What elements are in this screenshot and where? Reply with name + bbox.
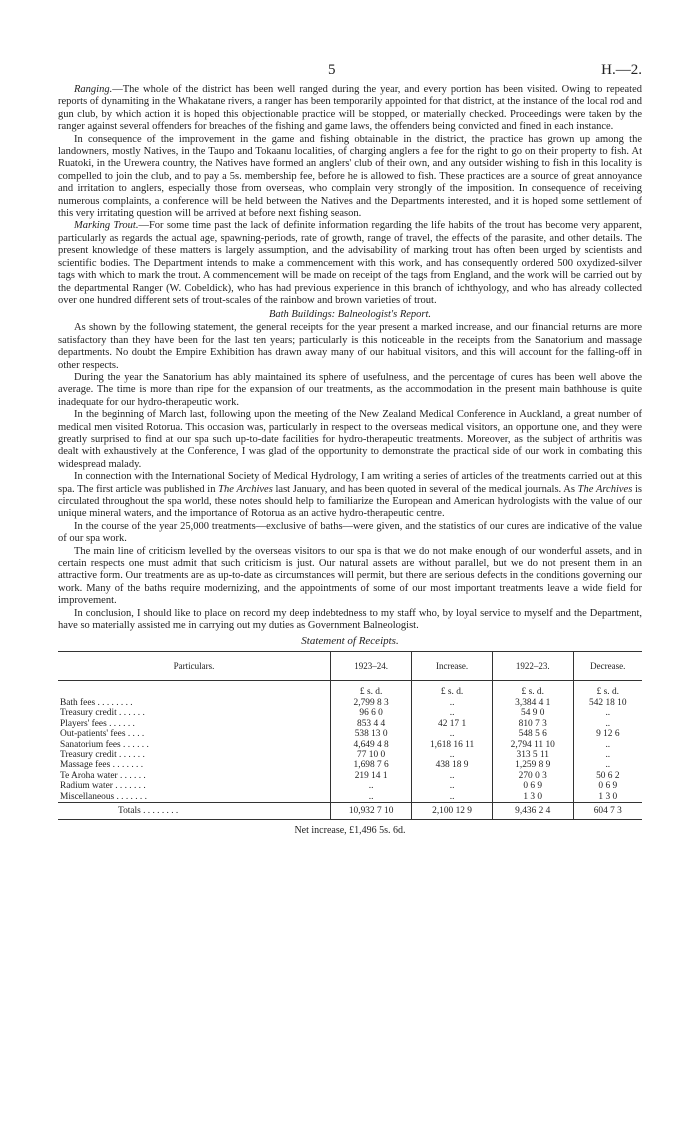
cell-increase: .. xyxy=(412,729,493,739)
cell-1923-24: 4,649 4 8 xyxy=(331,740,412,750)
cell-1922-23: 313 5 11 xyxy=(492,750,573,760)
cell-increase: 1,618 16 11 xyxy=(412,740,493,750)
bath-paragraph-5: In the course of the year 25,000 treatments—exclusive of baths—were given, and the statistics of our cures are indicative of the value of our spa work. xyxy=(58,520,642,545)
table-row xyxy=(58,750,642,760)
cell-increase: .. xyxy=(412,792,493,803)
cell-1923-24: .. xyxy=(331,781,412,791)
cell-increase: 438 18 9 xyxy=(412,760,493,770)
document-page xyxy=(58,62,642,836)
cell-1922-23: 810 7 3 xyxy=(492,719,573,729)
net-increase-note: Net increase, £1,496 5s. 6d. xyxy=(294,825,406,837)
table-row xyxy=(58,781,642,791)
cell-decrease: .. xyxy=(573,708,642,718)
bath-p4-text-a: In connection with the International Society of Medical Hydrology, I am writing a series of articles of the treatments carried out at this spa. The first article was published in xyxy=(58,471,642,495)
unit-label: £ s. d. xyxy=(412,681,493,698)
bath-paragraph-2: During the year the Sanatorium has ably maintained its sphere of usefulness, and the percentage of cures has been well above the average. The time is more than ripe for the expansion of our treatments, as the accommodation in the present main bathhouse is quite inadequate for our hydro-therapeutic work. xyxy=(58,371,642,408)
journal-title: The Archives xyxy=(577,483,633,495)
table-header-row xyxy=(58,652,642,681)
totals-row xyxy=(58,802,642,819)
bath-buildings-heading: Bath Buildings: Balneologist's Report. xyxy=(268,309,432,321)
marking-text: —For some time past the lack of definite information regarding the life habits of the trout has become very apparent, particularly as regards the actual age, spawning-periods, rate of growth, range of travel, the effects of the parasite, and other details. The present knowledge of these matters is largely assumption, and the advisability of marking trout has often been urged by scientists and scientific bodies. The Department intends to make a commencement with this work, and has consequently ordered 500 oxydized-silver tags with which to mark the trout. A commencement will be made on receipt of the tags from England, and the work will be carried out by the departmental Ranger (W. Cobeldick), who has had previous experience in this branch of ichthyology, and who has already collected over one hundred different sets of trout-scales of the rainbow and brown varieties of trout. xyxy=(58,220,642,306)
cell-increase: .. xyxy=(412,750,493,760)
cell-increase: .. xyxy=(412,771,493,781)
col-particulars: Particulars. xyxy=(58,652,331,681)
ranging-text-1: —The whole of the district has been well ranged during the year, and every portion has been visited. Owing to repeated reports of dynamiting in the Whakatane rivers, a ranger has been temporarily appointed for that district, at the instance of the local rod and gun club, by which action it is hoped this objectionable practice will be stopped, or materially checked. Proceedings were taken by the ranger against several offenders for breaches of the fishing and game laws, the offenders being convicted and fined in each instance. xyxy=(58,84,642,133)
cell-1923-24: 538 13 0 xyxy=(331,729,412,739)
cell-increase: .. xyxy=(412,781,493,791)
cell-decrease: .. xyxy=(573,750,642,760)
cell-decrease: 1 3 0 xyxy=(573,792,642,803)
cell-1923-24: 219 14 1 xyxy=(331,771,412,781)
col-decrease: Decrease. xyxy=(573,652,642,681)
row-label: Massage fees . . . . . . . xyxy=(60,760,144,771)
cell-1922-23: 1,259 8 9 xyxy=(492,760,573,770)
col-1923-24: 1923–24. xyxy=(331,652,412,681)
unit-label: £ s. d. xyxy=(331,681,412,698)
row-label: Te Aroha water . . . . . . xyxy=(60,770,146,781)
cell-decrease: 50 6 2 xyxy=(573,771,642,781)
cell-1922-23: 54 9 0 xyxy=(492,708,573,718)
bath-paragraph-6: The main line of criticism levelled by the overseas visitors to our spa is that we do not make enough of our wonderful assets, and in certain respects one must admit that such criticism is just. Our natural assets are without parallel, but we do not present them in an attractive form. Our treatments are as up-to-date as circumstances will permit, but there are serious defects in the conditions governing our work. Many of the baths require modernizing, and the appointments of some of our most important treatments leave a wide field for improvement. xyxy=(58,545,642,607)
ranging-paragraph-1 xyxy=(58,84,642,134)
bath-p4-text-b: last January, and has been quoted in several of the medical journals. As xyxy=(272,483,578,495)
total-decrease: 604 7 3 xyxy=(573,802,642,819)
cell-1922-23: 1 3 0 xyxy=(492,792,573,803)
cell-decrease: .. xyxy=(573,740,642,750)
ranging-title: Ranging. xyxy=(74,84,113,95)
document-reference: H.—2. xyxy=(601,62,642,78)
bath-paragraph-4 xyxy=(58,471,642,521)
total-increase: 2,100 12 9 xyxy=(412,802,493,819)
page-header xyxy=(58,62,642,84)
cell-decrease: .. xyxy=(573,719,642,729)
cell-1922-23: 3,384 4 1 xyxy=(492,698,573,708)
journal-title: The Archives xyxy=(218,483,273,495)
cell-1923-24: 1,698 7 6 xyxy=(331,760,412,770)
bath-paragraph-3: In the beginning of March last, following upon the meeting of the New Zealand Medical Conference in Auckland, a great number of medical men visited Rotorua. This occasion was, particularly in respect to the overseas medical visitors, an opportune one, and they were greatly surprised to find at our spa such up-to-date facilities for hydro-therapeutic treatments. Moreover, as the subject of arthritis was dealt with exhaustively at the Conference, I was glad of the opportunity to demonstrate the practical side of our work in combating this widespread malady. xyxy=(58,409,642,470)
cell-decrease: 542 18 10 xyxy=(573,698,642,708)
cell-decrease: 0 6 9 xyxy=(573,781,642,791)
cell-1923-24: .. xyxy=(331,792,412,803)
bath-paragraph-7: In conclusion, I should like to place on record my deep indebtedness to my staff who, by loyal service to myself and the Department, have so materially assisted me in carrying out my duties as Government Balneologist. xyxy=(58,607,642,632)
cell-1923-24: 853 4 4 xyxy=(331,719,412,729)
row-label: Bath fees . . . . . . . . xyxy=(60,697,133,708)
cell-increase: .. xyxy=(412,698,493,708)
totals-label: Totals . . . . . . . . xyxy=(58,802,331,819)
cell-1923-24: 96 6 0 xyxy=(331,708,412,718)
row-label: Miscellaneous . . . . . . . xyxy=(60,791,147,802)
table-row xyxy=(58,771,642,781)
cell-1922-23: 270 0 3 xyxy=(492,771,573,781)
total-1923-24: 10,932 7 10 xyxy=(331,802,412,819)
row-label: Out-patients' fees . . . . xyxy=(60,729,145,740)
units-row xyxy=(58,681,642,698)
table-row xyxy=(58,698,642,708)
cell-increase: .. xyxy=(412,708,493,718)
unit-label: £ s. d. xyxy=(492,681,573,698)
marking-title: Marking Trout. xyxy=(74,220,139,232)
cell-increase: 42 17 1 xyxy=(412,719,493,729)
row-label: Treasury credit . . . . . . xyxy=(60,708,145,719)
table-row xyxy=(58,760,642,770)
receipts-table-title: Statement of Receipts. xyxy=(301,635,399,648)
cell-1922-23: 0 6 9 xyxy=(492,781,573,791)
cell-1923-24: 2,799 8 3 xyxy=(331,698,412,708)
total-1922-23: 9,436 2 4 xyxy=(492,802,573,819)
table-row xyxy=(58,740,642,750)
cell-decrease: 9 12 6 xyxy=(573,729,642,739)
cell-1923-24: 77 10 0 xyxy=(331,750,412,760)
row-label: Treasury credit . . . . . . xyxy=(60,749,145,760)
unit-label: £ s. d. xyxy=(573,681,642,698)
table-row xyxy=(58,729,642,739)
cell-1922-23: 2,794 11 10 xyxy=(492,740,573,750)
row-label: Players' fees . . . . . . xyxy=(60,718,135,729)
table-row xyxy=(58,792,642,803)
bath-p4-text-c: is circulated throughout the spa world, these notes should help to familiarize the European and American hydrologists with the value of our unique mineral waters, and the importance of Rotorua as an active hydro-therapeutic centre. xyxy=(58,483,643,520)
document-body xyxy=(58,84,642,632)
table-row xyxy=(58,708,642,718)
receipts-table xyxy=(58,651,642,820)
cell-1922-23: 548 5 6 xyxy=(492,729,573,739)
cell-decrease: .. xyxy=(573,760,642,770)
row-label: Radium water . . . . . . . xyxy=(60,781,146,792)
marking-paragraph xyxy=(58,220,642,307)
bath-paragraph-1: As shown by the following statement, the general receipts for the year present a marked increase, and our financial returns are more satisfactory than they have been for the last ten years; particularly is this noticeable in the receipts from the Sanatorium and massage departments. No doubt the Empire Exhibition has drawn away many of our habitual visitors, and this will account for the falling-off in other respects. xyxy=(58,322,642,371)
ranging-paragraph-2: In consequence of the improvement in the game and fishing obtainable in the district, the practice has grown up among the landowners, mostly Natives, in the Taupo and Tokaanu localities, of charging anglers a fee for the right to go on their property to fish. At Ruatoki, in the Urewera country, the Natives have formed an anglers' club of their own, and any outsider wishing to fish in this locality is compelled to join the club, and to pay a 5s. membership fee, before he is allowed to fish. These practices are a source of great annoyance and irritation to anglers, especially those from overseas, who complain very strongly of the imposition. In consequence of receiving numerous complaints, a conference will be held between the Natives and the Departments interested, and it is hoped some settlement of this very irritating question will be arrived at before next fishing season. xyxy=(58,133,642,220)
row-label: Sanatorium fees . . . . . . xyxy=(60,739,149,750)
page-number: 5 xyxy=(328,62,336,78)
col-increase: Increase. xyxy=(412,652,493,681)
col-1922-23: 1922–23. xyxy=(492,652,573,681)
table-row xyxy=(58,719,642,729)
